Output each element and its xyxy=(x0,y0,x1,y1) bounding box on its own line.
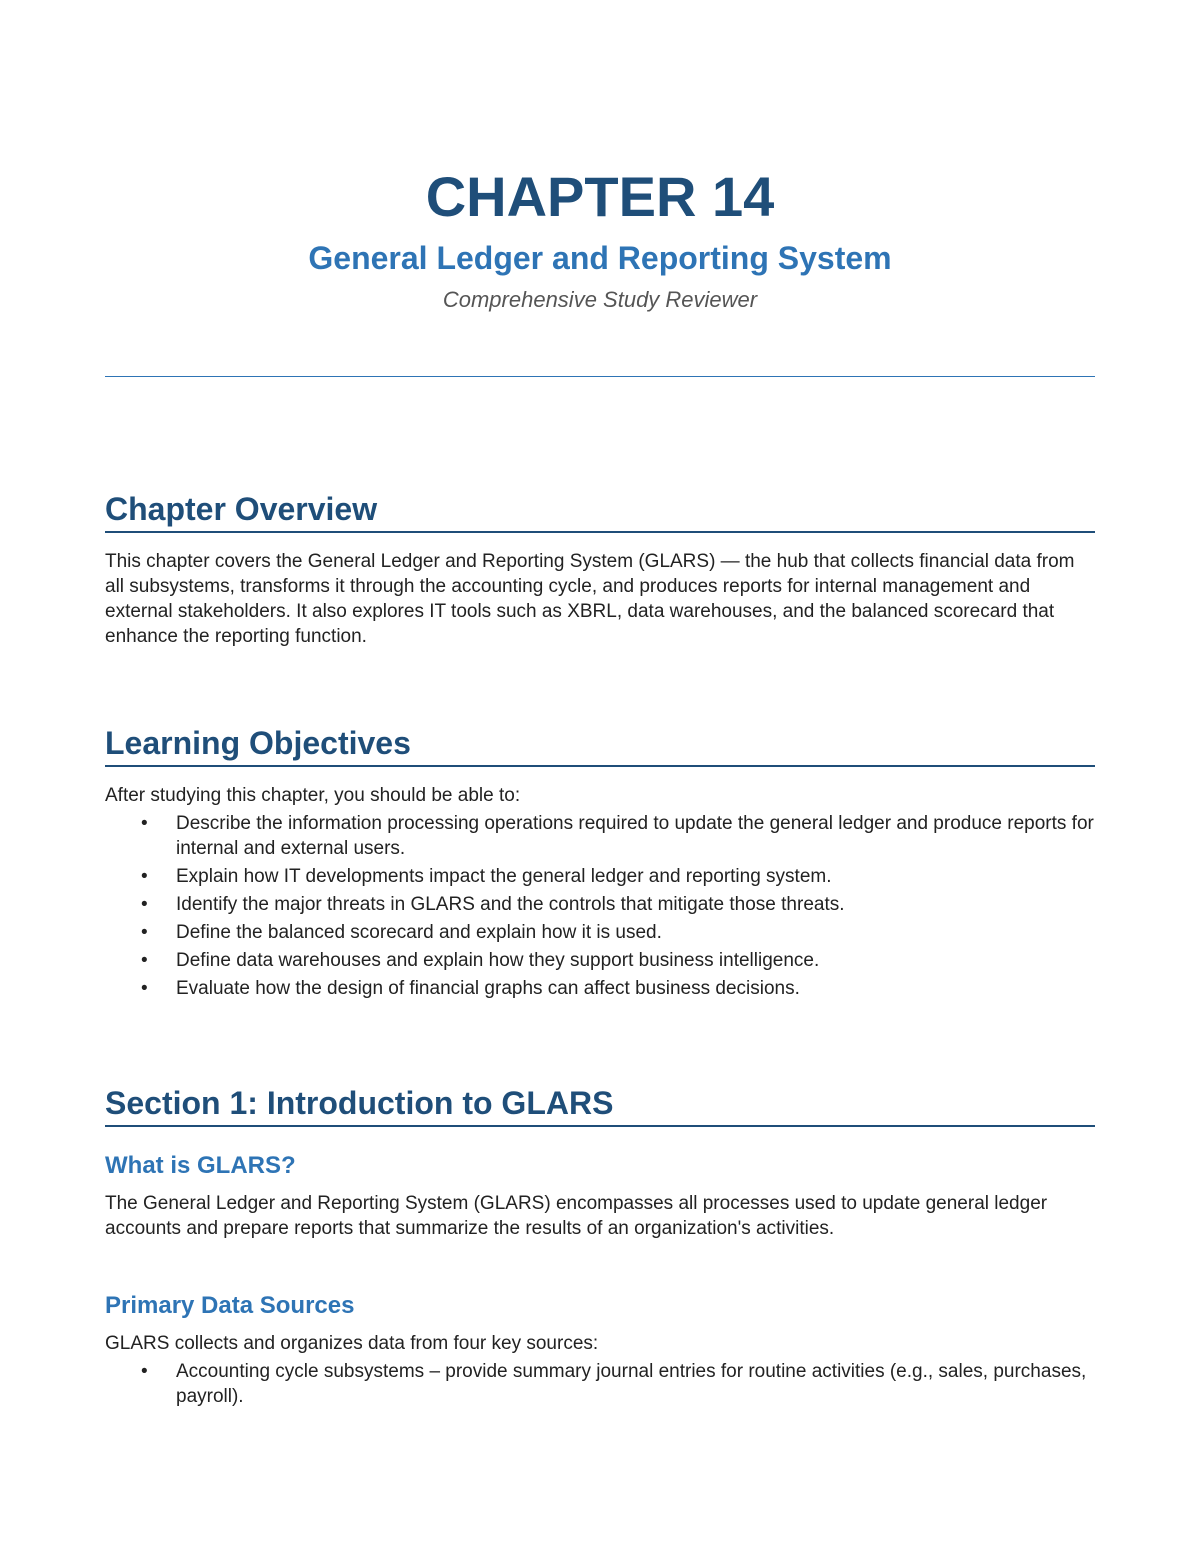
list-item: • Identify the major threats in GLARS and the controls that mitigate those threats. xyxy=(141,894,845,915)
objectives-section xyxy=(105,723,1095,1001)
chapter-subtitle: General Ledger and Reporting System xyxy=(308,240,892,276)
section-1-heading: Section 1: Introduction to GLARS xyxy=(105,1083,1095,1127)
objectives-list xyxy=(105,811,1095,1001)
bullet-icon: • xyxy=(141,950,148,971)
primary-data-sources-list xyxy=(105,1359,1095,1409)
section-1 xyxy=(105,1083,1095,1409)
bullet-icon: • xyxy=(141,978,148,999)
title-block xyxy=(105,162,1095,314)
overview-heading: Chapter Overview xyxy=(105,489,1095,533)
bullet-icon: • xyxy=(141,894,148,915)
bullet-icon: • xyxy=(141,922,148,943)
chapter-title: CHAPTER 14 xyxy=(425,165,775,228)
bullet-icon: • xyxy=(141,1361,148,1382)
objectives-heading: Learning Objectives xyxy=(105,723,1095,767)
list-item: • Evaluate how the design of financial graphs can affect business decisions. xyxy=(141,978,800,999)
primary-data-sources-intro: GLARS collects and organizes data from four key sources: xyxy=(105,1333,599,1354)
bullet-icon: • xyxy=(141,866,148,887)
overview-section xyxy=(105,489,1095,649)
objectives-intro: After studying this chapter, you should be able to: xyxy=(105,785,521,806)
chapter-tagline: Comprehensive Study Reviewer xyxy=(442,287,758,312)
list-item: • Define the balanced scorecard and explain how it is used. xyxy=(141,922,662,943)
what-is-glars-heading: What is GLARS? xyxy=(105,1152,296,1179)
list-item: • Accounting cycle subsystems – provide summary journal entries for routine activities (e.g., sales, purchases, payroll). xyxy=(141,1361,1087,1407)
list-item: • Describe the information processing operations required to update the general ledger and produce reports for internal and external users. xyxy=(141,813,1094,859)
overview-text: This chapter covers the General Ledger and Reporting System (GLARS) — the hub that collects financial data from all subsystems, transforms it through the accounting cycle, and produces reports for internal management and external stakeholders. It also explores IT tools such as XBRL, data warehouses, and the balanced scorecard that enhance the reporting function. xyxy=(105,551,1075,647)
title-divider xyxy=(105,376,1095,377)
list-item: • Explain how IT developments impact the general ledger and reporting system. xyxy=(141,866,832,887)
bullet-icon: • xyxy=(141,813,148,834)
list-item: • Define data warehouses and explain how they support business intelligence. xyxy=(141,950,820,971)
what-is-glars-text: The General Ledger and Reporting System (GLARS) encompasses all processes used to update general ledger accounts and prepare reports that summarize the results of an organization's activities. xyxy=(105,1193,1048,1239)
primary-data-sources-heading: Primary Data Sources xyxy=(105,1292,355,1319)
